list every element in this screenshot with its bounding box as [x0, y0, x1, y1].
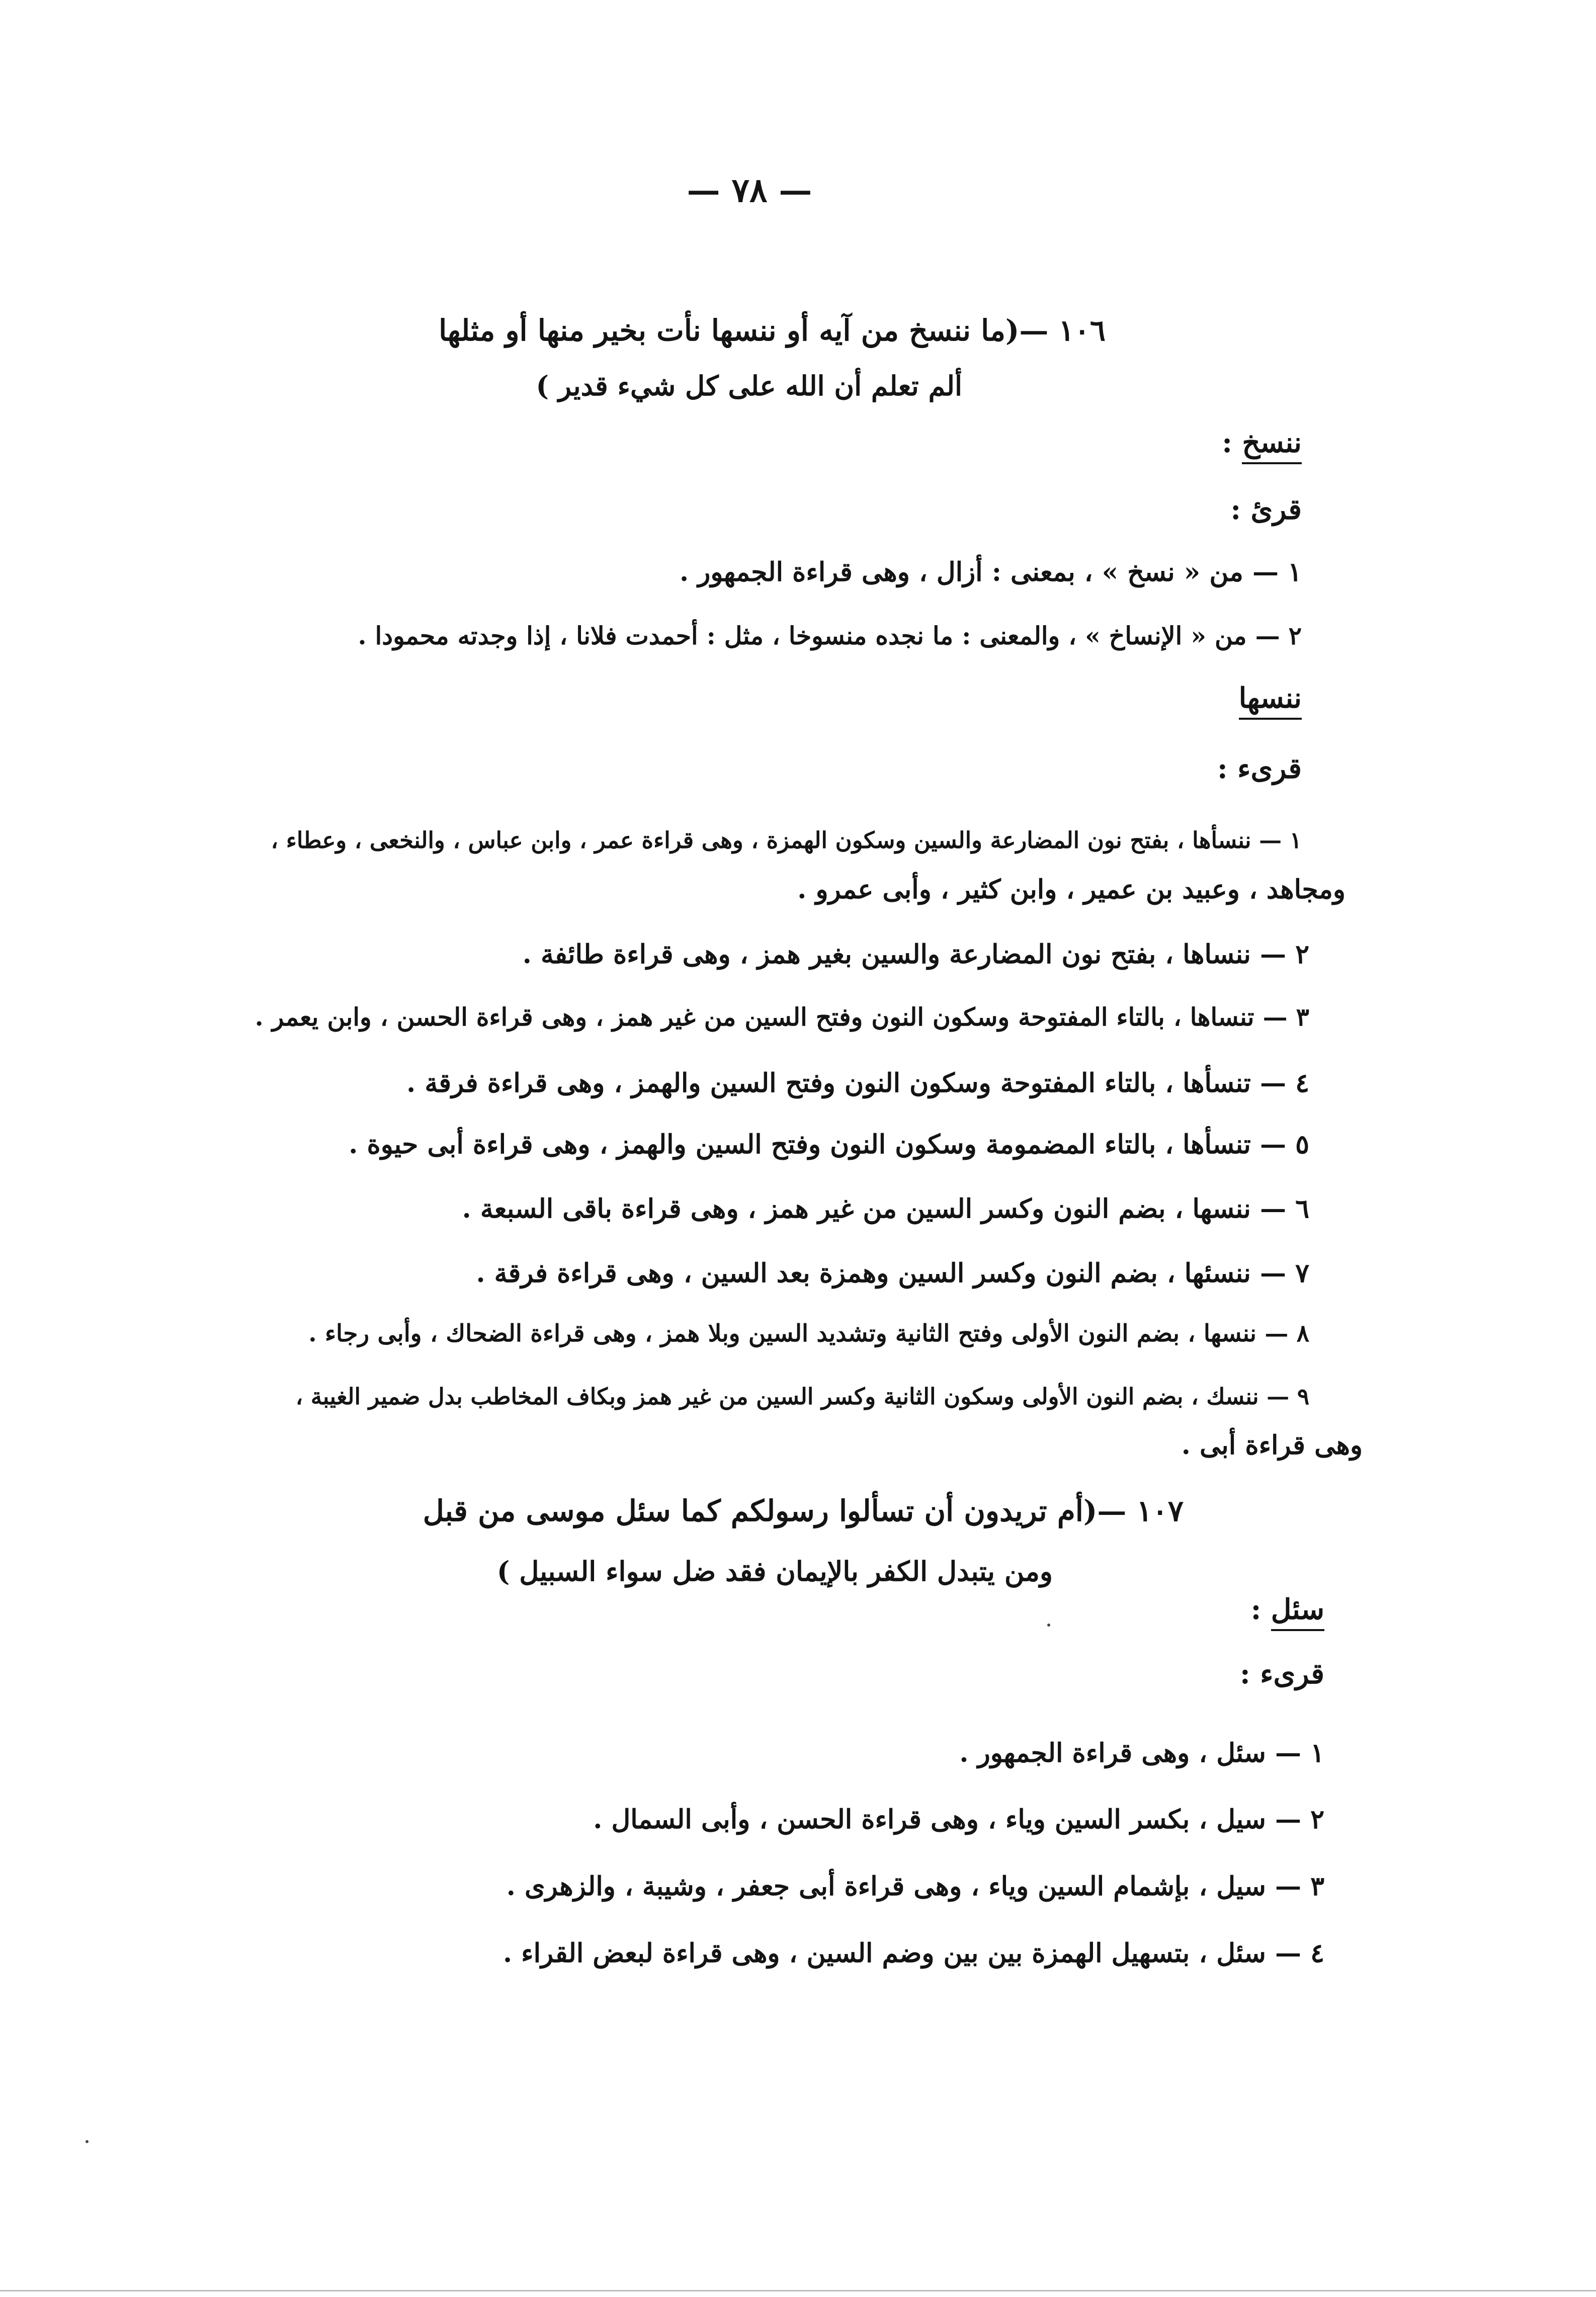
heading-nunsiha [1238, 682, 1302, 715]
heading-nansakh [1222, 426, 1302, 459]
verse-106-line-1: ١٠٦ —(ما ننسخ من آيه أو ننسها نأت بخير منها أو مثلها [439, 313, 1106, 348]
reading-item: ٩ — ننسك ، بضم النون الأولى وسكون الثانية وكسر السين من غير همز وبكاف المخاطب بدل ضمير الغيبة ، [295, 1383, 1309, 1410]
page-bottom-edge [0, 2290, 1596, 2291]
heading-colon: : [1250, 1593, 1271, 1626]
heading-word: سئل [1271, 1593, 1324, 1631]
readings-label: قرىء : [1240, 1657, 1324, 1690]
reading-item: ١ — من « نسخ » ، بمعنى : أزال ، وهى قراءة الجمهور . [680, 557, 1302, 587]
verse-107-line-2: ومن يتبدل الكفر بالإيمان فقد ضل سواء السبيل ) [496, 1555, 1053, 1587]
reading-item: ٨ — ننسها ، بضم النون الأولى وفتح الثانية وتشديد السين وبلا همز ، وهى قراءة الضحاك ، وأبى رجاء . [308, 1320, 1309, 1347]
reading-item: ٣ — سيل ، بإشمام السين وياء ، وهى قراءة أبى جعفر ، وشيبة ، والزهرى . [506, 1871, 1324, 1902]
reading-item: ١ — سئل ، وهى قراءة الجمهور . [959, 1738, 1324, 1768]
scan-speck [1047, 1624, 1050, 1627]
reading-item: ٤ — تنسأها ، بالتاء المفتوحة وسكون النون وفتح السين والهمز ، وهى قراءة فرقة . [406, 1068, 1309, 1098]
verse-106-line-2: ألم تعلم أن الله على كل شيء قدير ) [536, 370, 962, 402]
verse-107-line-1: ١٠٧ —(أم تريدون أن تسألوا رسولكم كما سئل موسى من قبل [423, 1494, 1184, 1528]
page-number: — ٧٨ — [687, 171, 812, 210]
heading-word: ننسخ [1242, 426, 1302, 464]
reading-item: ٧ — ننسئها ، بضم النون وكسر السين وهمزة بعد السين ، وهى قراءة فرقة . [476, 1258, 1309, 1289]
readings-label: قرىء : [1217, 752, 1302, 785]
reading-item: ٢ — من « الإنساخ » ، والمعنى : ما نجده منسوخا ، مثل : أحمدت فلانا ، إذا وجدته محمودا . [358, 621, 1302, 650]
reading-item-continuation: ومجاهد ، وعبيد بن عمير ، وابن كثير ، وأبى عمرو . [797, 874, 1346, 905]
reading-item: ١ — ننسأها ، بفتح نون المضارعة والسين وسكون الهمزة ، وهى قراءة عمر ، وابن عباس ، والنخعى ، وعطاء ، [271, 827, 1302, 854]
reading-item-continuation: وهى قراءة أبى . [1181, 1430, 1363, 1461]
reading-item: ٣ — تنساها ، بالتاء المفتوحة وسكون النون وفتح السين من غير همز ، وهى قراءة الحسن ، وابن يعمر . [255, 1002, 1309, 1032]
reading-item: ٥ — تنسأها ، بالتاء المضمومة وسكون النون وفتح السين والهمز ، وهى قراءة أبى حيوة . [349, 1129, 1309, 1160]
reading-item: ٤ — سئل ، بتسهيل الهمزة بين بين وضم السين ، وهى قراءة لبعض القراء . [502, 1938, 1324, 1969]
heading-colon: : [1222, 426, 1242, 459]
reading-item: ٦ — ننسها ، بضم النون وكسر السين من غير همز ، وهى قراءة باقى السبعة . [462, 1194, 1309, 1224]
readings-label: قرئ : [1230, 493, 1302, 526]
scan-speck [86, 2140, 89, 2143]
heading-suila [1251, 1595, 1324, 1624]
heading-word: ننسها [1239, 682, 1302, 720]
reading-item: ٢ — ننساها ، بفتح نون المضارعة والسين بغير همز ، وهى قراءة طائفة . [522, 939, 1309, 970]
reading-item: ٢ — سيل ، بكسر السين وياء ، وهى قراءة الحسن ، وأبى السمال . [593, 1804, 1324, 1835]
